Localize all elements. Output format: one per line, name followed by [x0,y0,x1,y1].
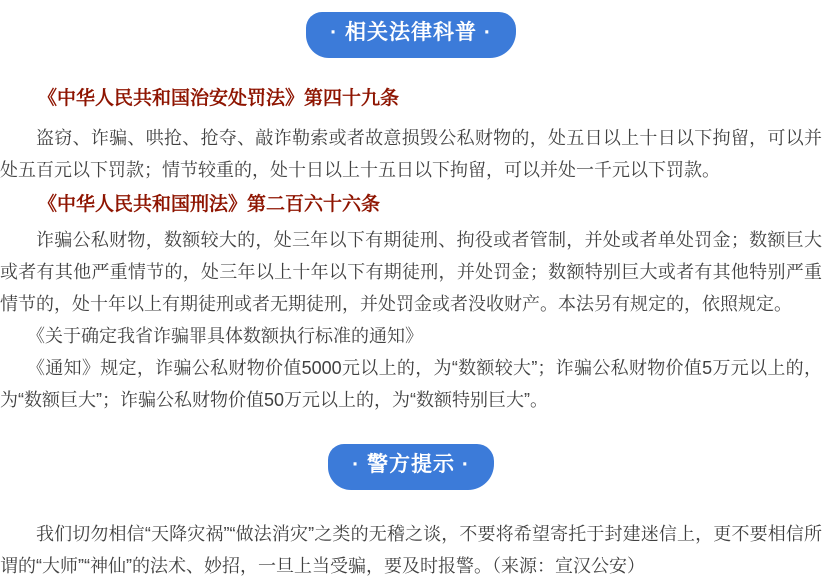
law-heading-criminal-law: 《中华人民共和国刑法》第二百六十六条 [38,194,381,215]
law-paragraph-criminal-law: 诈骗公私财物，数额较大的，处三年以下有期徒刑、拘役或者管制，并处或者单处罚金；数额巨大或者有其他严重情节的，处三年以上十年以下有期徒刑，并处罚金；数额特别巨大或者有其他特别严重情节的，处十年以上有期徒刑或者无期徒刑，并处罚金或者没收财产。本法另有规定的，依照规定。 [0,230,822,314]
law-paragraph-public-security: 盗窃、诈骗、哄抢、抢夺、敲诈勒索或者故意损毁公私财物的，处五日以上十日以下拘留，可以并处五百元以下罚款；情节较重的，处十日以上十五日以下拘留，可以并处一千元以下罚款。 [0,128,822,180]
law-heading-public-security: 《中华人民共和国治安处罚法》第四十九条 [38,88,400,109]
notice-paragraph: 《通知》规定，诈骗公私财物价值5000元以上的，为“数额较大”；诈骗公私财物价值5万元以上的，为“数额巨大”；诈骗公私财物价值50万元以上的，为“数额特别巨大”。 [0,358,822,410]
legal-section-badge: · 相关法律科普 · [306,12,516,58]
police-tips-paragraph: 我们切勿相信“天降灾祸”“做法消灾”之类的无稽之谈，不要将希望寄托于封建迷信上，更不要相信所谓的“大师”“神仙”的法术、妙招，一旦上当受骗，要及时报警。（来源：宣汉公安） [0,524,822,576]
legal-section-header [0,0,822,58]
notice-title: 《关于确定我省诈骗罪具体数额执行标准的通知》 [27,326,423,346]
police-section-header [0,444,822,490]
police-tips-badge: · 警方提示 · [328,444,494,490]
